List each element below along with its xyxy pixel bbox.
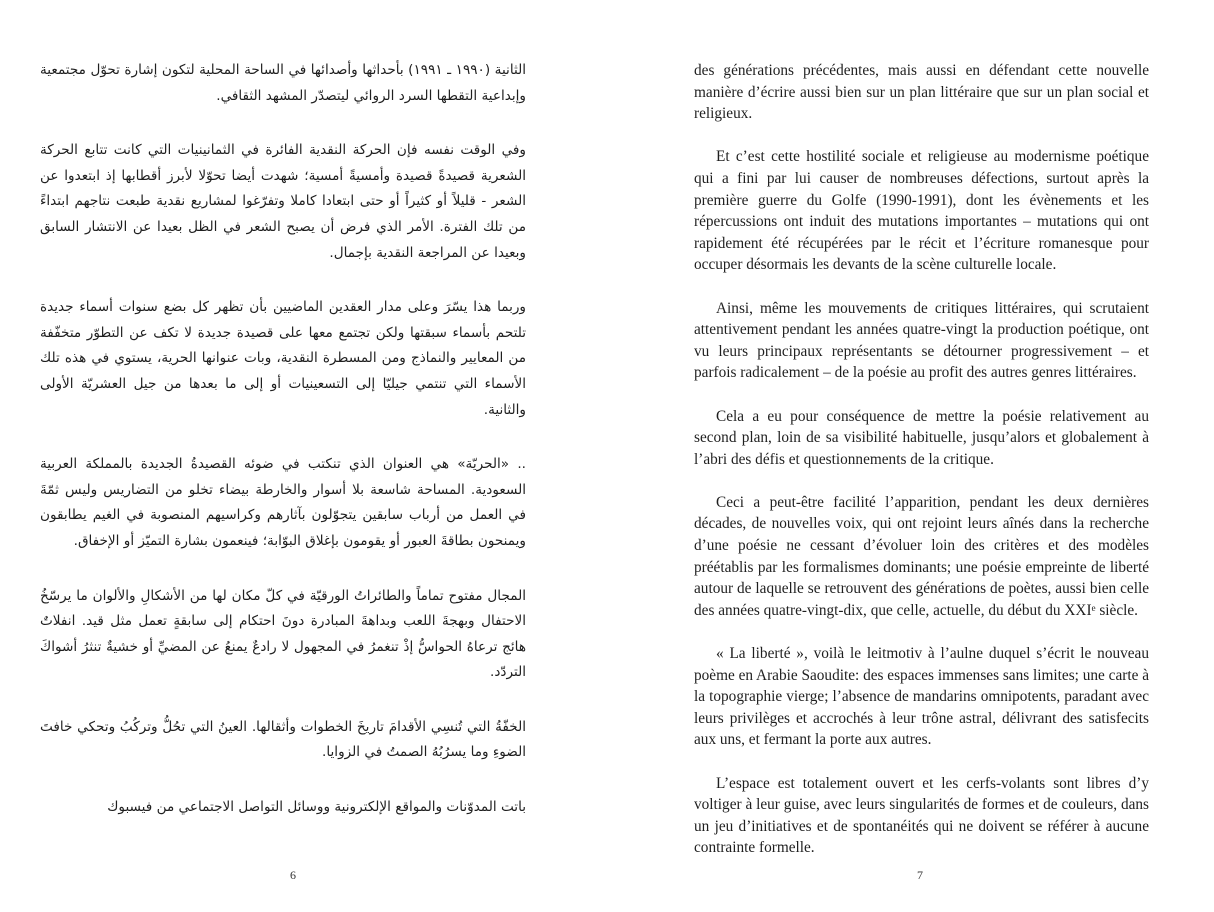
french-paragraph: L’espace est totalement ouvert et les cerfs-volants sont libres d’y voltiger à leur guise, avec leurs singularités de formes et de couleurs, dans un jeu d’initiatives et de spontanéités qui ne doivent se référer à aucune contrainte formelle. xyxy=(694,774,1149,857)
french-paragraph: Cela a eu pour conséquence de mettre la poésie relativement au second plan, loin de sa visibilité habituelle, jusqu’alors et globalement à l’abri des défis et questionnements de la critique. xyxy=(694,407,1149,468)
french-paragraph: Ainsi, même les mouvements de critiques littéraires, qui scrutaient attentivement pendant les années quatre-vingt la production poétique, ont vu leurs principaux représentants se détourner progressivement – et parfois radicalement – de la poésie au profit des autres genres littéraires. xyxy=(694,299,1149,382)
french-paragraph: Ceci a peut-être facilité l’apparition, pendant les deux dernières décades, de nouvelles voix, qui ont rejoint leurs aînés dans la recherche d’une poésie ne cessant d’évoluer loin des critères et des modèles préétablis par les formalismes dominants; une poésie empreinte de liberté autour de laquelle se retrouvent des générations de poètes, aussi bien celle des années quatre-vingt-dix, que celle, actuelle, du début du XXIᵉ siècle. xyxy=(694,493,1149,619)
arabic-paragraph: الخفّةُ التي تُنسِي الأقدامَ تاريخَ الخطوات وأثقالها. العينُ التي تحُلُّ وتركُبُ وتحكي خافتَ الضوءِ وما يسرُبُهُ الصمتُ في الزوايا. xyxy=(40,718,526,761)
page-number-right: 7 xyxy=(917,868,923,882)
arabic-paragraph: وفي الوقت نفسه فإن الحركة النقدية الفائرة في الثمانينيات التي كانت تتابع الحركة الشعرية قصيدةً قصيدة وأمسيةً أمسية؛ شهدت أيضا تحوّلا لأبرز أقطابها إذ ابتعدوا عن الشعر - قليلاً أو كثيراً أو حتى ابتعادا كاملا وتفرّغوا لمشاريع نقدية طبعت نتاجهم ابتداءً من تلك الفترة. الأمر الذي فرض أن يصبح الشعر في الظل بعيدا عن الانتشار السابق وبعيدا عن المراجعة النقدية بإجمال. xyxy=(40,142,526,261)
arabic-paragraph: .. «الحريّة» هي العنوان الذي تنكتب في ضوئه القصيدةُ الجديدة بالمملكة العربية السعودية. المساحة شاسعة بلا أسوار والخارطة بيضاء تخلو من التضاريس وليس ثمّةَ في العمل من أرباب سابقين يتجوّلون بآثارهم وكراسيهم المنصوبة في الغيم يطابقون ويمنحون بطاقةَ العبور أو يقومون بإغلاق البوّابة؛ فينعمون بشارة التميّز أو الإخفاق. xyxy=(40,456,526,549)
french-paragraph: des générations précédentes, mais aussi en défendant cette nouvelle manière d’écrire aussi bien sur un plan littéraire que sur un plan social et religieux. xyxy=(694,62,1149,123)
right-page-french xyxy=(607,0,1214,912)
arabic-paragraph: باتت المدوّنات والمواقع الإلكترونية ووسائل التواصل الاجتماعي من فيسبوك xyxy=(107,799,526,816)
arabic-paragraph: المجال مفتوح تماماً والطائراتُ الورقيّة في كلّ مكان لها من الأشكالِ والألوان ما يرسّخُ الاحتفال وبهجةَ اللعب وبداهةَ المبادرة دونَ احتكام إلى سابقةٍ تعمل مثل قيد. انفلاتٌ هائج ترعاهُ الحواسُّ إذْ تنغمرُ في المجهول لا رادعٌ يمنعُ عن المضيِّ أو خشيةٌ تنثرُ أشواكَ التردّد. xyxy=(40,587,526,681)
french-paragraph: Et c’est cette hostilité sociale et religieuse au modernisme poétique qui a fini par lui causer de nombreuses défections, surtout après la première guerre du Golfe (1990-1991), dont les évènements et les répercussions ont induit des mutations importantes – mutations qui ont rapidement été récupérées par le récit et l’écriture romanesque pour occuper désormais les devants de la scène culturelle locale. xyxy=(694,148,1149,274)
arabic-paragraph: الثانية (١٩٩٠ ـ ١٩٩١) بأحداثها وأصدائها في الساحة المحلية لتكون إشارة تحوّل مجتمعية وإبداعية التقطها السرد الروائي ليتصدّر المشهد الثقافي. xyxy=(40,62,527,104)
french-paragraph: « La liberté », voilà le leitmotiv à l’aulne duquel s’écrit le nouveau poème en Arabie Saoudite: des espaces immenses sans limites; une carte à la topographie vierge; l’absence de mandarins omnipotents, paradant avec leurs privilèges et accrochés à leur trône astral, délivrant des satisfecits aux uns, et fermant la porte aux autres. xyxy=(694,645,1149,749)
arabic-text-column xyxy=(40,58,526,850)
french-text-column xyxy=(694,60,1149,881)
page-number-left: 6 xyxy=(290,868,296,882)
arabic-paragraph: وربما هذا يسّرَ وعلى مدار العقدين الماضيين بأن تظهر كل بضع سنوات أسماء جديدة تلتحم بأسماء سبقتها ولكن تجتمع معها على قصيدة جديدة لا تكف عن التطوّر متخفّفة من المعايير والنماذج ومن المسطرة النقدية، وبات عنوانها الحرية، يستوي في هذه تلك الأسماء التي تنتمي جيليّا إلى التسعينيات أو إلى ما بعدها من جيل العشريّة الأولى والثانية. xyxy=(40,299,526,418)
